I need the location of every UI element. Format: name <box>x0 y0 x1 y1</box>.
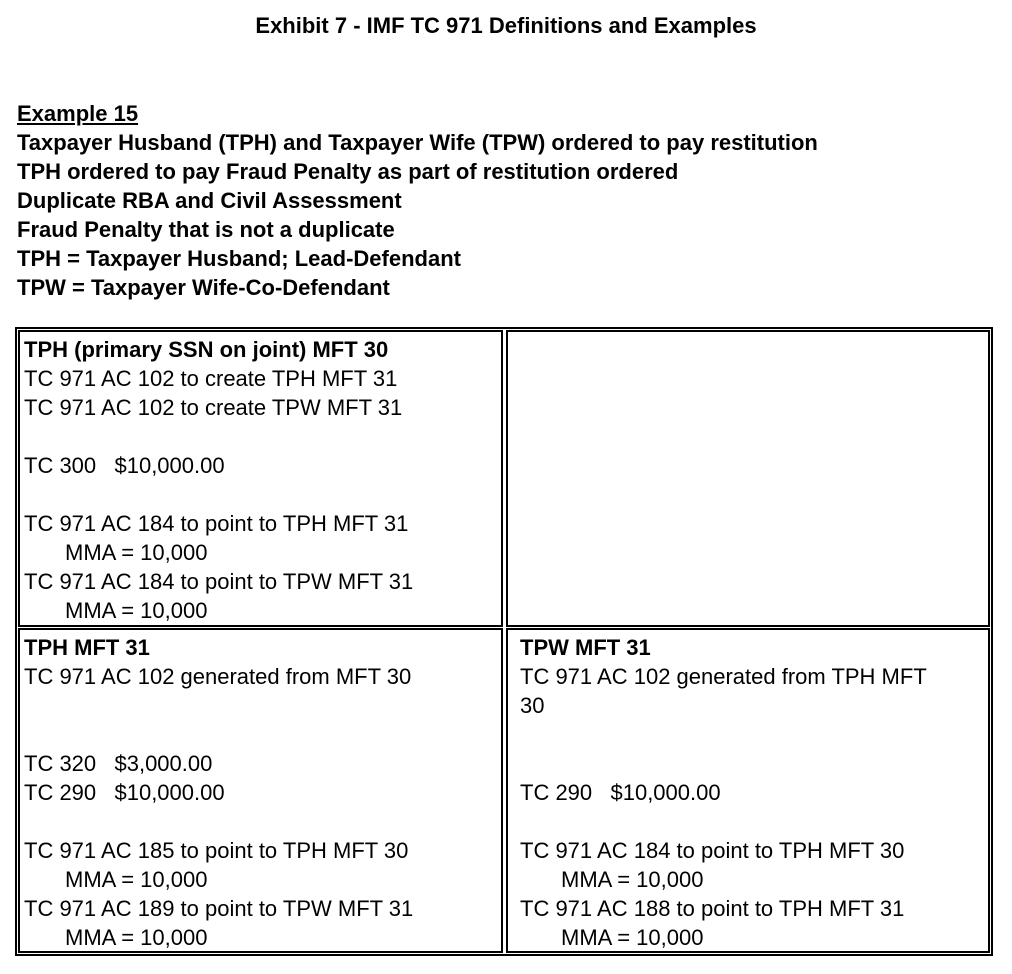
cell-line: TC 971 AC 189 to point to TPW MFT 31 <box>24 896 414 921</box>
cell-line: TC 971 AC 188 to point to TPH MFT 31 <box>520 896 905 921</box>
cell-line: MMA = 10,000 <box>65 598 208 623</box>
intro-line: TPH = Taxpayer Husband; Lead-Defendant <box>17 246 461 271</box>
spacer <box>520 720 984 749</box>
cell-header: TPH MFT 31 <box>24 635 150 660</box>
spacer <box>24 720 497 749</box>
cell-tpw-mft31 <box>506 628 990 953</box>
cell-line: TC 290 $10,000.00 <box>520 780 721 805</box>
intro-line: TPW = Taxpayer Wife-Co-Defendant <box>17 275 390 300</box>
example-heading: Example 15 <box>17 101 139 126</box>
cell-line: TC 290 $10,000.00 <box>24 780 225 805</box>
cell-line: MMA = 10,000 <box>65 540 208 565</box>
intro-line: Duplicate RBA and Civil Assessment <box>17 188 402 213</box>
spacer <box>24 691 497 720</box>
cell-line: MMA = 10,000 <box>561 867 704 892</box>
cell-tph-mft31 <box>18 628 503 953</box>
intro-line: Fraud Penalty that is not a duplicate <box>17 217 395 242</box>
intro-line: TPH ordered to pay Fraud Penalty as part of restitution ordered <box>17 159 679 184</box>
cell-line: TC 971 AC 184 to point to TPH MFT 31 <box>24 511 409 536</box>
cell-line: TC 320 $3,000.00 <box>24 751 213 776</box>
spacer <box>520 807 984 836</box>
cell-line: TC 300 $10,000.00 <box>24 453 225 478</box>
cell-line: TC 971 AC 102 to create TPW MFT 31 <box>24 395 403 420</box>
cell-line: TC 971 AC 102 generated from MFT 30 <box>24 664 412 689</box>
cell-line: TC 971 AC 185 to point to TPH MFT 30 <box>24 838 409 863</box>
cell-line: MMA = 10,000 <box>65 925 208 950</box>
cell-header: TPW MFT 31 <box>520 635 651 660</box>
cell-header: TPH (primary SSN on joint) MFT 30 <box>24 337 389 362</box>
page-title: Exhibit 7 - IMF TC 971 Definitions and Examples <box>255 13 757 38</box>
spacer <box>520 749 984 778</box>
cell-empty <box>506 330 990 627</box>
cell-tph-mft30 <box>18 330 503 627</box>
cell-line: TC 971 AC 184 to point to TPW MFT 31 <box>24 569 414 594</box>
cell-line: TC 971 AC 184 to point to TPH MFT 30 <box>520 838 905 863</box>
spacer <box>24 807 497 836</box>
cell-line: TC 971 AC 102 generated from TPH MFT 30 <box>520 664 927 718</box>
cell-line: MMA = 10,000 <box>561 925 704 950</box>
example-intro <box>17 99 818 302</box>
spacer <box>24 422 497 451</box>
spacer <box>24 480 497 509</box>
intro-line: Taxpayer Husband (TPH) and Taxpayer Wife (TPW) ordered to pay restitution <box>17 130 818 155</box>
cell-line: MMA = 10,000 <box>65 867 208 892</box>
cell-line: TC 971 AC 102 to create TPH MFT 31 <box>24 366 398 391</box>
